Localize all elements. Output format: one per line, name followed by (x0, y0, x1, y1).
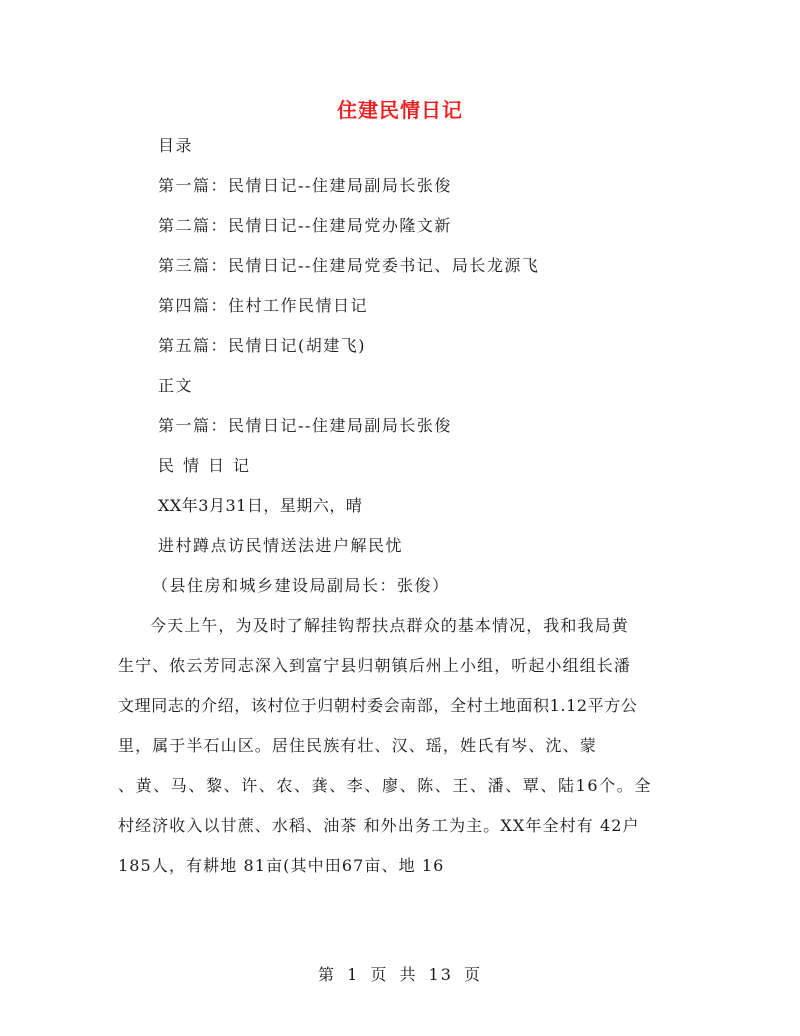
toc-item-5[interactable]: 第五篇：民情日记(胡建飞) (158, 336, 366, 355)
paragraph-line: 村经济收入以甘蔗、水稻、油茶 和外出务工为主。XX年全村有 42户 (118, 816, 640, 835)
document-title: 住建民情日记 (337, 98, 463, 122)
toc-item-1[interactable]: 第一篇：民情日记--住建局副局长张俊 (158, 176, 452, 195)
diary-heading: 民情日记 (158, 456, 259, 475)
paragraph-line: 185人，有耕地 81亩(其中田67亩、地 16 (118, 856, 445, 875)
toc-item-3[interactable]: 第三篇：民情日记--住建局党委书记、局长龙源飞 (158, 256, 540, 275)
paragraph-line: 今天上午，为及时了解挂钩帮扶点群众的基本情况，我和我局黄 (150, 616, 629, 635)
chapter-title: 第一篇：民情日记--住建局副局长张俊 (158, 416, 452, 435)
author-line: （县住房和城乡建设局副局长：张俊） (152, 576, 450, 595)
toc-item-4[interactable]: 第四篇：住村工作民情日记 (158, 296, 369, 315)
paragraph-line: 、黄、马、黎、许、农、龚、李、廖、陈、王、潘、覃、陆16个。全 (118, 776, 652, 795)
paragraph-line: 文理同志的介绍，该村位于归朝村委会南部，全村土地面积1.12平方公 (118, 696, 638, 715)
paragraph-line: 里，属于半石山区。居住民族有壮、汉、瑶，姓氏有岑、沈、蒙 (118, 736, 597, 755)
page-footer: 第 1 页 共 13 页 (318, 965, 482, 984)
diary-subtitle: 进村蹲点访民情送法进户解民忧 (158, 536, 404, 555)
toc-item-2[interactable]: 第二篇：民情日记--住建局党办隆文新 (158, 216, 452, 235)
body-heading: 正文 (158, 376, 194, 395)
paragraph-line: 生宁、侬云芳同志深入到富宁县归朝镇后州上小组，听起小组组长潘 (118, 656, 632, 675)
date-line: XX年3月31日，星期六，晴 (158, 496, 363, 515)
toc-heading: 目录 (158, 136, 194, 155)
